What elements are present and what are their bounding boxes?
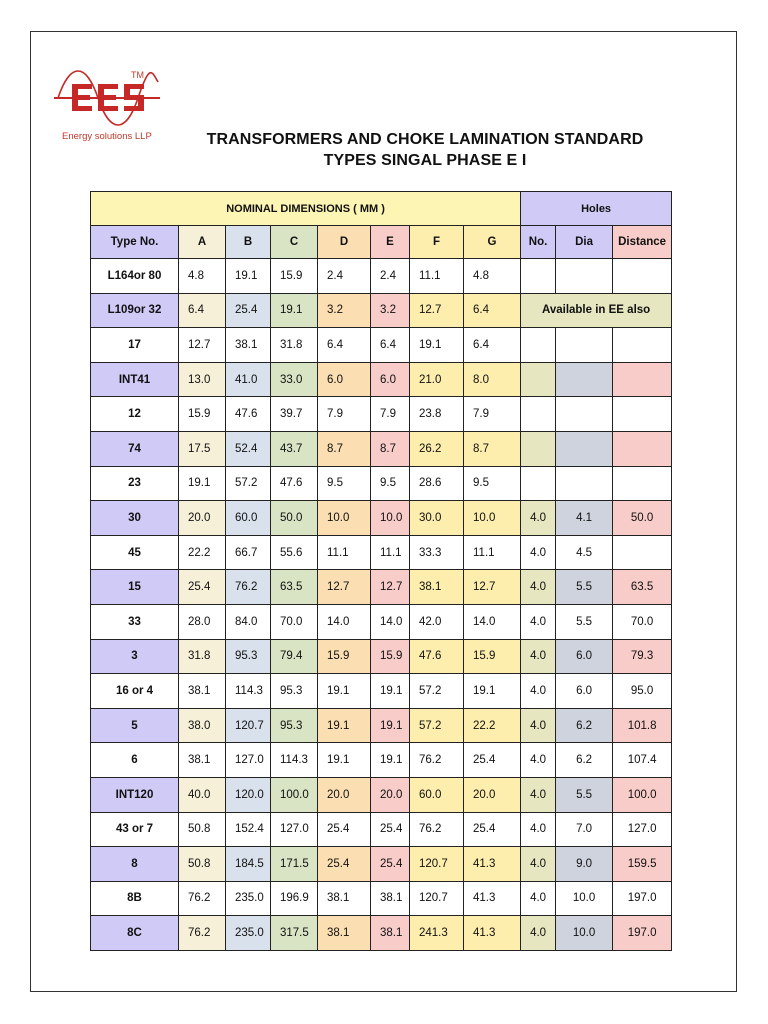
cell-d: 19.1 xyxy=(318,743,371,778)
group-header-row xyxy=(91,192,672,226)
cell-holes-distance xyxy=(613,259,672,294)
cell-b: 235.0 xyxy=(226,916,271,951)
cell-holes-no: 4.0 xyxy=(521,743,556,778)
cell-f: 23.8 xyxy=(410,397,464,432)
cell-type: 15 xyxy=(91,570,179,605)
cell-a: 15.9 xyxy=(179,397,226,432)
cell-holes-dia: 6.0 xyxy=(556,639,613,674)
col-header-no: No. xyxy=(521,226,556,259)
cell-d: 2.4 xyxy=(318,259,371,294)
cell-holes-dia xyxy=(556,328,613,363)
cell-g: 12.7 xyxy=(464,570,521,605)
cell-g: 41.3 xyxy=(464,847,521,882)
cell-b: 25.4 xyxy=(226,293,271,328)
cell-f: 33.3 xyxy=(410,535,464,570)
cell-holes-distance: 107.4 xyxy=(613,743,672,778)
cell-e: 10.0 xyxy=(371,501,410,536)
cell-g: 8.7 xyxy=(464,431,521,466)
cell-e: 2.4 xyxy=(371,259,410,294)
cell-holes-no: 4.0 xyxy=(521,881,556,916)
cell-type: 33 xyxy=(91,604,179,639)
cell-holes-no: 4.0 xyxy=(521,812,556,847)
cell-type: 8B xyxy=(91,881,179,916)
cell-g: 25.4 xyxy=(464,812,521,847)
cell-g: 7.9 xyxy=(464,397,521,432)
cell-holes-no: 4.0 xyxy=(521,535,556,570)
cell-a: 17.5 xyxy=(179,431,226,466)
cell-e: 20.0 xyxy=(371,777,410,812)
cell-g: 22.2 xyxy=(464,708,521,743)
cell-holes-distance: 159.5 xyxy=(613,847,672,882)
cell-g: 4.8 xyxy=(464,259,521,294)
col-header-type: Type No. xyxy=(91,226,179,259)
cell-holes-no xyxy=(521,328,556,363)
cell-type: 8C xyxy=(91,916,179,951)
cell-d: 25.4 xyxy=(318,847,371,882)
cell-f: 19.1 xyxy=(410,328,464,363)
cell-g: 8.0 xyxy=(464,362,521,397)
cell-type: 74 xyxy=(91,431,179,466)
cell-holes-dia: 5.5 xyxy=(556,604,613,639)
cell-holes-distance: 127.0 xyxy=(613,812,672,847)
cell-g: 41.3 xyxy=(464,916,521,951)
cell-c: 317.5 xyxy=(271,916,318,951)
cell-holes-no xyxy=(521,431,556,466)
table-row xyxy=(91,431,672,466)
cell-d: 11.1 xyxy=(318,535,371,570)
cell-holes-dia xyxy=(556,397,613,432)
cell-type: 3 xyxy=(91,639,179,674)
cell-d: 20.0 xyxy=(318,777,371,812)
cell-a: 28.0 xyxy=(179,604,226,639)
cell-c: 127.0 xyxy=(271,812,318,847)
cell-holes-no: 4.0 xyxy=(521,777,556,812)
cell-f: 21.0 xyxy=(410,362,464,397)
cell-a: 12.7 xyxy=(179,328,226,363)
cell-c: 79.4 xyxy=(271,639,318,674)
cell-holes-dia: 5.5 xyxy=(556,570,613,605)
cell-type: 6 xyxy=(91,743,179,778)
cell-type: INT120 xyxy=(91,777,179,812)
cell-f: 30.0 xyxy=(410,501,464,536)
cell-b: 41.0 xyxy=(226,362,271,397)
lamination-table xyxy=(90,191,672,951)
cell-e: 6.4 xyxy=(371,328,410,363)
cell-f: 120.7 xyxy=(410,881,464,916)
cell-f: 60.0 xyxy=(410,777,464,812)
cell-holes-distance: 101.8 xyxy=(613,708,672,743)
table-row xyxy=(91,847,672,882)
cell-e: 25.4 xyxy=(371,847,410,882)
cell-holes-dia: 6.0 xyxy=(556,674,613,709)
cell-holes-no: 4.0 xyxy=(521,570,556,605)
table-row xyxy=(91,501,672,536)
cell-g: 6.4 xyxy=(464,293,521,328)
cell-e: 19.1 xyxy=(371,743,410,778)
table-row xyxy=(91,328,672,363)
col-header-g: G xyxy=(464,226,521,259)
cell-holes-distance: 70.0 xyxy=(613,604,672,639)
cell-f: 28.6 xyxy=(410,466,464,501)
cell-a: 6.4 xyxy=(179,293,226,328)
cell-f: 38.1 xyxy=(410,570,464,605)
cell-type: 8 xyxy=(91,847,179,882)
cell-f: 57.2 xyxy=(410,708,464,743)
cell-holes-no xyxy=(521,466,556,501)
cell-d: 8.7 xyxy=(318,431,371,466)
cell-holes-dia: 4.5 xyxy=(556,535,613,570)
cell-d: 38.1 xyxy=(318,916,371,951)
cell-f: 12.7 xyxy=(410,293,464,328)
cell-c: 70.0 xyxy=(271,604,318,639)
table-row xyxy=(91,570,672,605)
table-row xyxy=(91,397,672,432)
cell-d: 14.0 xyxy=(318,604,371,639)
cell-g: 20.0 xyxy=(464,777,521,812)
cell-e: 19.1 xyxy=(371,708,410,743)
cell-b: 60.0 xyxy=(226,501,271,536)
cell-f: 11.1 xyxy=(410,259,464,294)
cell-c: 196.9 xyxy=(271,881,318,916)
nominal-dimensions-header: NOMINAL DIMENSIONS ( MM ) xyxy=(91,192,521,226)
cell-f: 42.0 xyxy=(410,604,464,639)
cell-holes-no xyxy=(521,259,556,294)
cell-e: 19.1 xyxy=(371,674,410,709)
cell-a: 25.4 xyxy=(179,570,226,605)
col-header-e: E xyxy=(371,226,410,259)
table-row xyxy=(91,916,672,951)
cell-holes-dia xyxy=(556,431,613,466)
cell-e: 9.5 xyxy=(371,466,410,501)
cell-g: 10.0 xyxy=(464,501,521,536)
cell-a: 76.2 xyxy=(179,881,226,916)
cell-a: 76.2 xyxy=(179,916,226,951)
cell-b: 47.6 xyxy=(226,397,271,432)
table-row xyxy=(91,812,672,847)
cell-holes-dia: 4.1 xyxy=(556,501,613,536)
cell-holes-dia xyxy=(556,259,613,294)
cell-b: 114.3 xyxy=(226,674,271,709)
cell-holes-no: 4.0 xyxy=(521,674,556,709)
cell-d: 12.7 xyxy=(318,570,371,605)
cell-e: 15.9 xyxy=(371,639,410,674)
cell-e: 38.1 xyxy=(371,881,410,916)
cell-d: 19.1 xyxy=(318,674,371,709)
cell-a: 19.1 xyxy=(179,466,226,501)
cell-c: 47.6 xyxy=(271,466,318,501)
cell-b: 95.3 xyxy=(226,639,271,674)
cell-d: 6.4 xyxy=(318,328,371,363)
cell-type: L109or 32 xyxy=(91,293,179,328)
cell-b: 127.0 xyxy=(226,743,271,778)
cell-holes-no: 4.0 xyxy=(521,501,556,536)
cell-holes-dia: 10.0 xyxy=(556,881,613,916)
cell-a: 40.0 xyxy=(179,777,226,812)
cell-e: 6.0 xyxy=(371,362,410,397)
cell-g: 14.0 xyxy=(464,604,521,639)
cell-g: 11.1 xyxy=(464,535,521,570)
cell-type: 17 xyxy=(91,328,179,363)
cell-b: 57.2 xyxy=(226,466,271,501)
cell-holes-distance: 79.3 xyxy=(613,639,672,674)
cell-e: 11.1 xyxy=(371,535,410,570)
cell-holes-distance: 50.0 xyxy=(613,501,672,536)
cell-f: 120.7 xyxy=(410,847,464,882)
cell-b: 66.7 xyxy=(226,535,271,570)
cell-holes-no xyxy=(521,397,556,432)
cell-a: 38.1 xyxy=(179,674,226,709)
cell-c: 15.9 xyxy=(271,259,318,294)
cell-b: 120.0 xyxy=(226,777,271,812)
cell-holes-dia: 5.5 xyxy=(556,777,613,812)
cell-type: 45 xyxy=(91,535,179,570)
col-header-a: A xyxy=(179,226,226,259)
cell-g: 19.1 xyxy=(464,674,521,709)
cell-type: 5 xyxy=(91,708,179,743)
cell-holes-dia xyxy=(556,362,613,397)
cell-e: 38.1 xyxy=(371,916,410,951)
cell-b: 235.0 xyxy=(226,881,271,916)
cell-type: 12 xyxy=(91,397,179,432)
cell-c: 43.7 xyxy=(271,431,318,466)
table-row xyxy=(91,777,672,812)
cell-a: 13.0 xyxy=(179,362,226,397)
cell-d: 15.9 xyxy=(318,639,371,674)
cell-type: 30 xyxy=(91,501,179,536)
note-cell: Available in EE also xyxy=(521,293,672,328)
col-header-distance: Distance xyxy=(613,226,672,259)
cell-holes-distance: 63.5 xyxy=(613,570,672,605)
cell-c: 31.8 xyxy=(271,328,318,363)
cell-holes-distance: 95.0 xyxy=(613,674,672,709)
cell-f: 76.2 xyxy=(410,812,464,847)
cell-a: 4.8 xyxy=(179,259,226,294)
cell-type: INT41 xyxy=(91,362,179,397)
column-header-row xyxy=(91,226,672,259)
cell-g: 15.9 xyxy=(464,639,521,674)
cell-d: 3.2 xyxy=(318,293,371,328)
cell-holes-no: 4.0 xyxy=(521,916,556,951)
table-row xyxy=(91,293,672,328)
col-header-d: D xyxy=(318,226,371,259)
col-header-f: F xyxy=(410,226,464,259)
cell-holes-distance xyxy=(613,328,672,363)
cell-holes-no: 4.0 xyxy=(521,639,556,674)
cell-g: 41.3 xyxy=(464,881,521,916)
holes-header: Holes xyxy=(521,192,672,226)
cell-holes-dia xyxy=(556,466,613,501)
cell-b: 120.7 xyxy=(226,708,271,743)
cell-f: 241.3 xyxy=(410,916,464,951)
cell-holes-distance: 197.0 xyxy=(613,881,672,916)
cell-a: 22.2 xyxy=(179,535,226,570)
cell-d: 19.1 xyxy=(318,708,371,743)
cell-c: 39.7 xyxy=(271,397,318,432)
cell-b: 76.2 xyxy=(226,570,271,605)
table-row xyxy=(91,362,672,397)
cell-holes-distance: 100.0 xyxy=(613,777,672,812)
cell-d: 9.5 xyxy=(318,466,371,501)
trademark-mark: TM xyxy=(131,70,144,80)
page-title-line2: TYPES SINGAL PHASE E I xyxy=(323,152,527,169)
cell-f: 26.2 xyxy=(410,431,464,466)
cell-g: 6.4 xyxy=(464,328,521,363)
col-header-dia: Dia xyxy=(556,226,613,259)
cell-a: 38.1 xyxy=(179,743,226,778)
cell-holes-distance xyxy=(613,362,672,397)
cell-holes-dia: 6.2 xyxy=(556,708,613,743)
cell-d: 10.0 xyxy=(318,501,371,536)
cell-type: L164or 80 xyxy=(91,259,179,294)
cell-holes-dia: 9.0 xyxy=(556,847,613,882)
table-row xyxy=(91,639,672,674)
cell-holes-distance: 197.0 xyxy=(613,916,672,951)
cell-b: 38.1 xyxy=(226,328,271,363)
cell-f: 76.2 xyxy=(410,743,464,778)
cell-c: 171.5 xyxy=(271,847,318,882)
table-row xyxy=(91,535,672,570)
cell-f: 47.6 xyxy=(410,639,464,674)
cell-d: 25.4 xyxy=(318,812,371,847)
cell-holes-no: 4.0 xyxy=(521,604,556,639)
cell-a: 38.0 xyxy=(179,708,226,743)
cell-holes-dia: 6.2 xyxy=(556,743,613,778)
cell-b: 19.1 xyxy=(226,259,271,294)
cell-a: 31.8 xyxy=(179,639,226,674)
cell-holes-no xyxy=(521,362,556,397)
col-header-c: C xyxy=(271,226,318,259)
cell-g: 25.4 xyxy=(464,743,521,778)
cell-c: 33.0 xyxy=(271,362,318,397)
cell-type: 43 or 7 xyxy=(91,812,179,847)
cell-holes-distance xyxy=(613,397,672,432)
cell-e: 7.9 xyxy=(371,397,410,432)
cell-type: 16 or 4 xyxy=(91,674,179,709)
cell-c: 114.3 xyxy=(271,743,318,778)
cell-holes-no: 4.0 xyxy=(521,847,556,882)
cell-b: 52.4 xyxy=(226,431,271,466)
cell-type: 23 xyxy=(91,466,179,501)
cell-holes-distance xyxy=(613,535,672,570)
cell-holes-no: 4.0 xyxy=(521,708,556,743)
cell-a: 20.0 xyxy=(179,501,226,536)
col-header-b: B xyxy=(226,226,271,259)
cell-g: 9.5 xyxy=(464,466,521,501)
cell-b: 84.0 xyxy=(226,604,271,639)
table-row xyxy=(91,881,672,916)
cell-c: 19.1 xyxy=(271,293,318,328)
cell-e: 25.4 xyxy=(371,812,410,847)
ees-logo-mark xyxy=(52,68,162,130)
cell-a: 50.8 xyxy=(179,847,226,882)
table-row xyxy=(91,674,672,709)
cell-e: 8.7 xyxy=(371,431,410,466)
table-row xyxy=(91,743,672,778)
cell-c: 100.0 xyxy=(271,777,318,812)
table-row xyxy=(91,466,672,501)
cell-d: 38.1 xyxy=(318,881,371,916)
table-row xyxy=(91,604,672,639)
cell-c: 95.3 xyxy=(271,708,318,743)
cell-c: 63.5 xyxy=(271,570,318,605)
cell-b: 152.4 xyxy=(226,812,271,847)
company-tagline: Energy solutions LLP xyxy=(62,131,152,142)
cell-a: 50.8 xyxy=(179,812,226,847)
table-row xyxy=(91,708,672,743)
cell-d: 6.0 xyxy=(318,362,371,397)
cell-d: 7.9 xyxy=(318,397,371,432)
cell-holes-dia: 7.0 xyxy=(556,812,613,847)
cell-f: 57.2 xyxy=(410,674,464,709)
cell-c: 50.0 xyxy=(271,501,318,536)
cell-e: 3.2 xyxy=(371,293,410,328)
cell-c: 55.6 xyxy=(271,535,318,570)
table-row xyxy=(91,259,672,294)
cell-holes-distance xyxy=(613,431,672,466)
cell-holes-distance xyxy=(613,466,672,501)
cell-holes-dia: 10.0 xyxy=(556,916,613,951)
cell-c: 95.3 xyxy=(271,674,318,709)
cell-e: 14.0 xyxy=(371,604,410,639)
cell-b: 184.5 xyxy=(226,847,271,882)
cell-e: 12.7 xyxy=(371,570,410,605)
page-title-line1: TRANSFORMERS AND CHOKE LAMINATION STANDARD xyxy=(206,131,644,148)
